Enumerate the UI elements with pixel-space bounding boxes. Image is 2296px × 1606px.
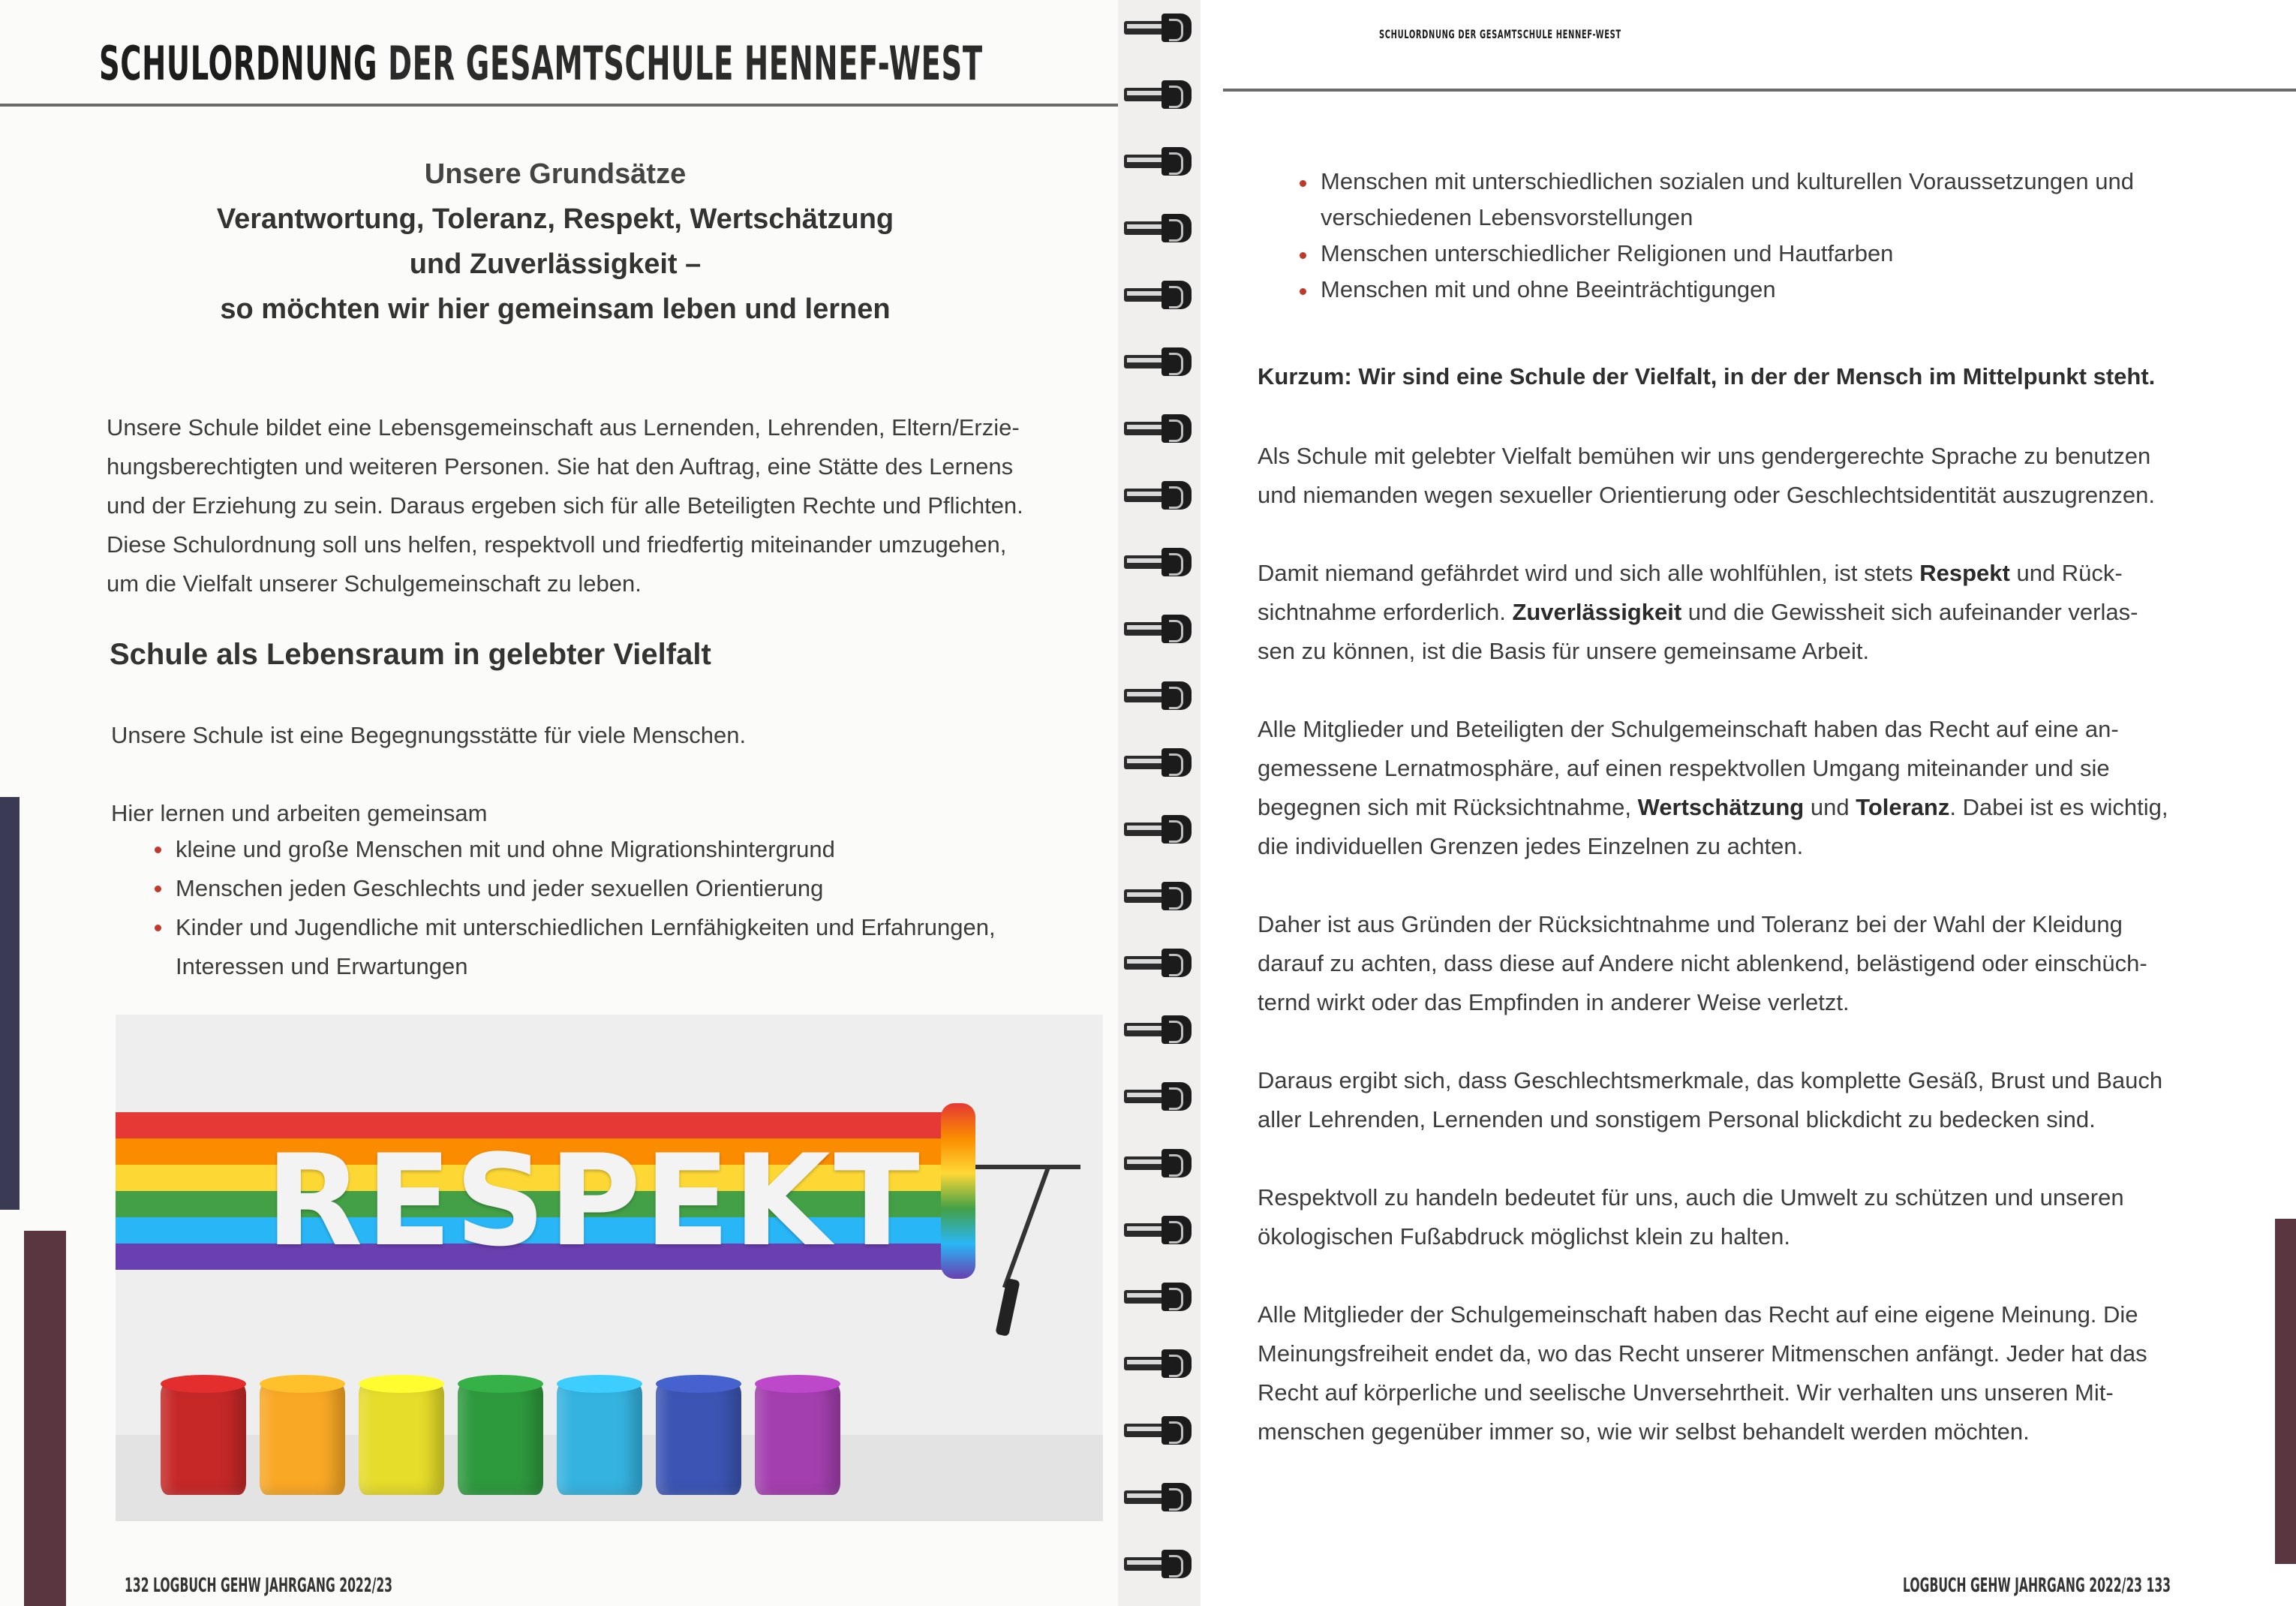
right-page: [1201, 0, 2296, 1606]
text-line: hungsberechtigten und weiteren Personen. Sie hat den Auftrag, eine Stätte des Lernens: [107, 453, 1014, 480]
text-line: aller Lehrenden, Lernenden und sonstigem Personal blickdicht zu bedecken sind.: [1258, 1106, 2096, 1132]
paint-can-blue: [656, 1382, 741, 1495]
paragraph-meeting-place: Unsere Schule ist eine Begegnungsstätte für viele Menschen.: [111, 722, 747, 748]
text-line: Alle Mitglieder und Beteiligten der Schulgemeinschaft haben das Recht auf eine an-: [1258, 716, 2119, 742]
spiral-ring: [1124, 346, 1196, 377]
paragraph-learn-together: Hier lernen und arbeiten gemeinsam: [111, 800, 488, 826]
intro-line-1: Unsere Grundsätze: [424, 158, 687, 190]
list-item: Menschen mit unterschiedlichen sozialen und kulturellen Voraussetzungen und: [1298, 164, 2273, 200]
text-line: gemessene Lernatmosphäre, auf einen respektvollen Umgang miteinander und sie: [1258, 755, 2110, 781]
page-footer-right: LOGBUCH GEHW JAHRGANG 2022/23 133: [1903, 1574, 2171, 1597]
text-run: und Rück-: [2009, 560, 2123, 586]
paint-can-cyan: [557, 1382, 642, 1495]
text-line: menschen gegenüber immer so, wie wir selbst behandelt werden möchten.: [1258, 1418, 2030, 1445]
spiral-ring: [1124, 546, 1196, 578]
paint-can-red: [161, 1382, 246, 1495]
spiral-ring: [1124, 1147, 1196, 1179]
emphasis-toleranz: Toleranz: [1856, 794, 1950, 820]
paint-can-green: [458, 1382, 543, 1495]
kurzum-statement: Kurzum: Wir sind eine Schule der Vielfalt, in der der Mensch im Mittelpunkt steht.: [1258, 363, 2156, 389]
side-tab-maroon-right: [2275, 1219, 2296, 1564]
text-line: um die Vielfalt unserer Schulgemeinschaft zu leben.: [107, 570, 642, 597]
emphasis-wertschaetzung: Wertschätzung: [1637, 794, 1805, 820]
text-line: und der Erziehung zu sein. Daraus ergeben sich für alle Beteiligten Rechte und Pflichten.: [107, 492, 1023, 519]
text-run: und die Gewissheit sich aufeinander verlas-: [1681, 599, 2138, 625]
side-tab-maroon: [24, 1231, 66, 1606]
spiral-ring: [1124, 1548, 1196, 1580]
header-rest: DER GESAMTSCHULE HENNEF-WEST: [377, 36, 983, 91]
bullet-list-left: [153, 830, 1098, 986]
page-header-left: [99, 36, 983, 91]
respekt-word: RESPEKT: [266, 1127, 923, 1274]
text-line: und niemanden wegen sexueller Orientierung oder Geschlechtsidentität auszugrenzen.: [1258, 482, 2155, 508]
spiral-ring: [1124, 1014, 1196, 1045]
paragraph-clothing: [1258, 905, 2278, 1022]
spiral-ring: [1124, 79, 1196, 110]
text-line: Als Schule mit gelebter Vielfalt bemühen wir uns gendergerechte Sprache zu benutzen: [1258, 443, 2151, 469]
respekt-illustration: [116, 1015, 1103, 1521]
spiral-ring: [1124, 413, 1196, 444]
roller-handle: [975, 1165, 1080, 1169]
emphasis-zuverlaessigkeit: Zuverlässigkeit: [1512, 599, 1682, 625]
text-run: und: [1804, 794, 1856, 820]
page-header-right: SCHULORDNUNG DER GESAMTSCHULE HENNEF-WEST: [1379, 27, 1621, 41]
text-line: [1258, 788, 2285, 827]
spiral-ring: [1124, 1348, 1196, 1379]
paint-can-orange: [260, 1382, 345, 1495]
spiral-ring: [1124, 613, 1196, 645]
paint-roller: [941, 1103, 975, 1279]
intro-line-3: und Zuverlässigkeit –: [409, 248, 702, 280]
text-line: [1258, 593, 2278, 632]
side-tab-navy: [0, 797, 20, 1210]
emphasis-respekt: Respekt: [1919, 560, 2010, 586]
paragraph-opinion: [1258, 1295, 2278, 1451]
header-rule: [0, 104, 1118, 107]
spiral-ring: [1124, 1081, 1196, 1112]
header-rule: [1223, 89, 2296, 92]
list-item-continuation: verschiedenen Lebensvorstellungen: [1321, 204, 1693, 230]
spiral-ring: [1124, 947, 1196, 979]
section-heading: Schule als Lebensraum in gelebter Vielfalt: [110, 638, 711, 671]
text-line: die individuellen Grenzen jedes Einzelnen zu achten.: [1258, 833, 1804, 859]
spiral-binding: [1118, 0, 1201, 1606]
intro-line-4: so möchten wir hier gemeinsam leben und lernen: [220, 293, 891, 325]
intro-principles: [195, 152, 915, 332]
text-line: Alle Mitglieder der Schulgemeinschaft haben das Recht auf eine eigene Meinung. Die: [1258, 1301, 2138, 1328]
spiral-ring: [1124, 747, 1196, 778]
bullet-list-right: [1298, 164, 2273, 308]
text-run: . Dabei ist es wichtig,: [1949, 794, 2168, 820]
text-line: sen zu können, ist die Basis für unsere gemeinsame Arbeit.: [1258, 638, 1870, 664]
text-line: Unsere Schule bildet eine Lebensgemeinschaft aus Lernenden, Lehrenden, Eltern/Erzie-: [107, 414, 1020, 441]
text-line: Diese Schulordnung soll uns helfen, respektvoll und friedfertig miteinander umzugehen,: [107, 531, 1007, 558]
spiral-ring: [1124, 212, 1196, 244]
spiral-ring: [1124, 279, 1196, 311]
list-item: Kinder und Jugendliche mit unterschiedlichen Lernfähigkeiten und Erfahrungen,: [153, 908, 1098, 947]
text-line: Daraus ergibt sich, dass Geschlechtsmerkmale, das komplette Gesäß, Brust und Bauch: [1258, 1067, 2163, 1093]
paragraph-cover: [1258, 1061, 2278, 1139]
page-footer-left: 132 LOGBUCH GEHW JAHRGANG 2022/23: [125, 1574, 393, 1597]
text-line: Daher ist aus Gründen der Rücksichtnahme und Toleranz bei der Wahl der Kleidung: [1258, 911, 2123, 937]
text-run: Damit niemand gefährdet wird und sich alle wohlfühlen, ist stets: [1258, 560, 1920, 586]
spiral-ring: [1124, 146, 1196, 177]
paragraph-gender: [1258, 437, 2278, 515]
spiral-ring: [1124, 880, 1196, 912]
spiral-ring: [1124, 680, 1196, 711]
paragraph-atmosphere: [1258, 710, 2285, 866]
list-item: Menschen jeden Geschlechts und jeder sexuellen Orientierung: [153, 869, 1098, 908]
text-line: Meinungsfreiheit endet da, wo das Recht unserer Mitmenschen anfängt. Jeder hat das: [1258, 1340, 2147, 1367]
list-item: Menschen mit und ohne Beeinträchtigungen: [1298, 272, 2273, 308]
text-run: sichtnahme erforderlich.: [1258, 599, 1513, 625]
paint-can-purple: [755, 1382, 840, 1495]
paragraph-environment: [1258, 1178, 2278, 1256]
spiral-ring: [1124, 480, 1196, 511]
intro-line-2: Verantwortung, Toleranz, Respekt, Wertschätzung: [216, 203, 894, 235]
spiral-ring: [1124, 1214, 1196, 1246]
spiral-ring: [1124, 12, 1196, 44]
spiral-ring: [1124, 1415, 1196, 1446]
text-line: darauf zu achten, dass diese auf Andere nicht ablenkend, belästigend oder einschüch-: [1258, 950, 2147, 976]
text-line: ökologischen Fußabdruck möglichst klein zu halten.: [1258, 1223, 1790, 1250]
text-line: Respektvoll zu handeln bedeutet für uns, auch die Umwelt zu schützen und unseren: [1258, 1184, 2124, 1211]
text-run: begegnen sich mit Rücksichtnahme,: [1258, 794, 1638, 820]
paragraph-community: [107, 408, 1097, 603]
paragraph-respect: [1258, 554, 2278, 671]
spiral-ring: [1124, 1481, 1196, 1513]
spiral-ring: [1124, 1281, 1196, 1313]
list-item-continuation: Interessen und Erwartungen: [176, 953, 468, 979]
spiral-ring: [1124, 814, 1196, 845]
list-item: Menschen unterschiedlicher Religionen und Hautfarben: [1298, 236, 2273, 272]
header-bold: SCHULORDNUNG: [99, 36, 378, 91]
roller-grip: [995, 1278, 1020, 1337]
paint-can-yellow: [359, 1382, 444, 1495]
text-line: [1258, 554, 2278, 593]
list-item: kleine und große Menschen mit und ohne Migrationshintergrund: [153, 830, 1098, 869]
text-line: ternd wirkt oder das Empfinden in anderer Weise verletzt.: [1258, 989, 1850, 1015]
text-line: Recht auf körperliche und seelische Unversehrtheit. Wir verhalten uns unseren Mit-: [1258, 1379, 2114, 1406]
left-page: [0, 0, 1118, 1606]
roller-handle-arm: [1002, 1167, 1050, 1289]
